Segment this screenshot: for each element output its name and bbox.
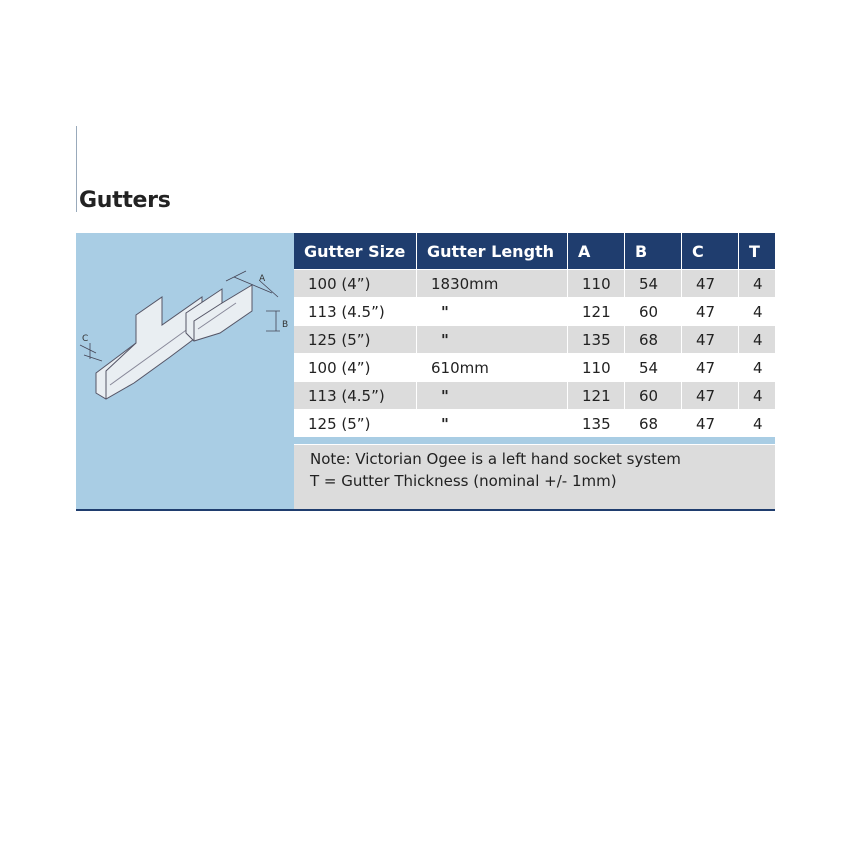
cell-length: 1830mm xyxy=(417,270,568,298)
cell-c: 47 xyxy=(682,326,739,354)
cell-size: 113 (4.5”) xyxy=(294,382,417,410)
notes-box xyxy=(294,444,775,510)
header-b: B xyxy=(625,233,682,270)
cell-c: 47 xyxy=(682,354,739,382)
table-row xyxy=(294,270,775,298)
cell-size: 125 (5”) xyxy=(294,326,417,354)
bottom-rule xyxy=(76,509,775,511)
cell-b: 54 xyxy=(625,354,682,382)
cell-t: 4 xyxy=(739,410,776,438)
header-t: T xyxy=(739,233,776,270)
cell-c: 47 xyxy=(682,382,739,410)
cell-b: 68 xyxy=(625,410,682,438)
cell-length: " xyxy=(417,410,568,438)
table-row xyxy=(294,326,775,354)
cell-b: 60 xyxy=(625,298,682,326)
note-thickness: T = Gutter Thickness (nominal +/- 1mm) xyxy=(310,472,617,490)
dimension-a-label: A xyxy=(259,274,266,284)
cell-c: 47 xyxy=(682,270,739,298)
cell-length: " xyxy=(417,298,568,326)
cell-size: 100 (4”) xyxy=(294,270,417,298)
cell-b: 68 xyxy=(625,326,682,354)
dimension-b-label: B xyxy=(282,320,289,330)
cell-length: " xyxy=(417,326,568,354)
cell-c: 47 xyxy=(682,298,739,326)
cell-t: 4 xyxy=(739,326,776,354)
cell-a: 121 xyxy=(568,298,625,326)
table-row xyxy=(294,382,775,410)
cell-a: 135 xyxy=(568,410,625,438)
cell-a: 110 xyxy=(568,270,625,298)
page-title: Gutters xyxy=(79,188,171,213)
table-row xyxy=(294,410,775,438)
cell-size: 113 (4.5”) xyxy=(294,298,417,326)
gutter-illustration xyxy=(76,233,294,509)
left-rule xyxy=(76,126,77,212)
header-a: A xyxy=(568,233,625,270)
gutter-spec-table xyxy=(294,233,775,437)
cell-t: 4 xyxy=(739,354,776,382)
header-gutter-size: Gutter Size xyxy=(294,233,417,270)
cell-b: 54 xyxy=(625,270,682,298)
cell-size: 125 (5”) xyxy=(294,410,417,438)
cell-b: 60 xyxy=(625,382,682,410)
cell-a: 110 xyxy=(568,354,625,382)
dimension-c-label: C xyxy=(82,334,89,344)
cell-c: 47 xyxy=(682,410,739,438)
cell-t: 4 xyxy=(739,382,776,410)
table-row xyxy=(294,354,775,382)
cell-size: 100 (4”) xyxy=(294,354,417,382)
table-header-row xyxy=(294,233,775,270)
cell-length: 610mm xyxy=(417,354,568,382)
cell-a: 121 xyxy=(568,382,625,410)
header-c: C xyxy=(682,233,739,270)
note-socket: Note: Victorian Ogee is a left hand socket system xyxy=(310,450,681,468)
cell-t: 4 xyxy=(739,298,776,326)
cell-a: 135 xyxy=(568,326,625,354)
header-gutter-length: Gutter Length xyxy=(417,233,568,270)
cell-t: 4 xyxy=(739,270,776,298)
cell-length: " xyxy=(417,382,568,410)
table-row xyxy=(294,298,775,326)
